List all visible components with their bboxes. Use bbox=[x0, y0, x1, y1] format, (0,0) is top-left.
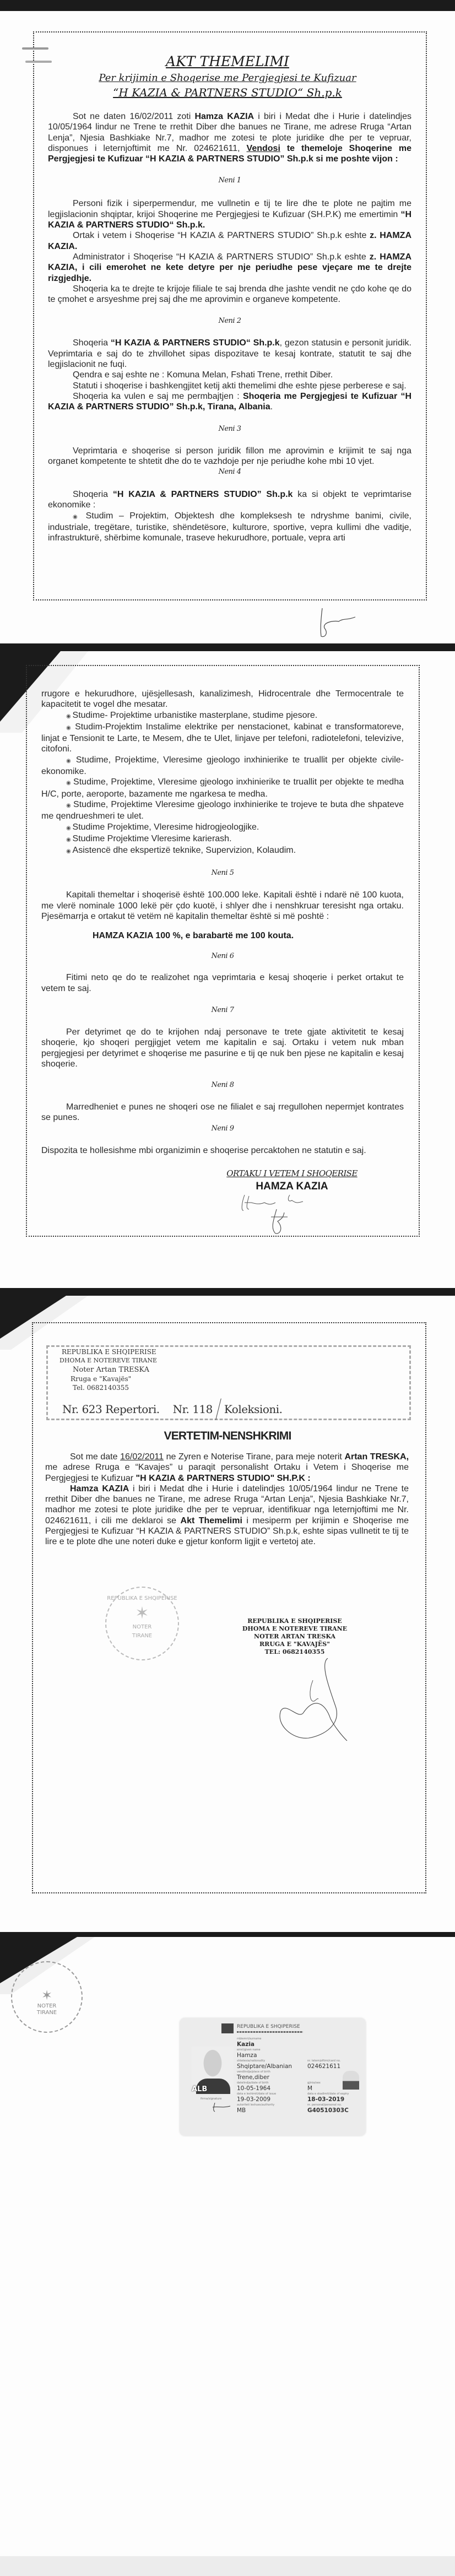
activity-bullet-item bbox=[41, 834, 404, 845]
expiry-date-value: 18-03-2019 bbox=[307, 2096, 345, 2103]
staple-icon bbox=[22, 47, 48, 50]
bullet-text: Studime Projektime Vleresime karierash. bbox=[72, 834, 232, 843]
date-of-birth-value: 10-05-1964 bbox=[237, 2085, 271, 2092]
seal-text: NOTER bbox=[132, 1624, 152, 1630]
bullet-text: Studime, Projektime, Vleresime gjeologo inxhinierike te truallit per objekte te medha H/C, porte, aeroporte, bazamente me ngarkesa te medha. bbox=[41, 777, 404, 799]
article-3-paragraph bbox=[48, 446, 411, 467]
activity-bullet-item bbox=[41, 799, 404, 822]
page-3-body bbox=[45, 1452, 409, 1547]
stamp-line: DHOMA E NOTEREVE TIRANE bbox=[242, 1625, 348, 1632]
text-run: i mesiperm per krijimin e Shoqerise me Pergjegjesi te Kufizuar “H KAZIA & PARTNERS STUDIO” Sh.p.k, eshte sipas vullnetit te tij te lire e te plote dhe une noteri duke e gjetur konform ligjit e vertetoj ate. bbox=[45, 1516, 409, 1547]
bold-text-run: Hamza KAZIA bbox=[194, 112, 254, 121]
notary-round-seal-partial bbox=[11, 1961, 83, 2033]
text-run: ne Zyren e Noterise Tirane, para meje noterit bbox=[164, 1452, 345, 1462]
text-run: Qendra e saj eshte ne : Komuna Melan, Fshati Trene, rrethit Diber. bbox=[73, 370, 333, 380]
authority-value: MB bbox=[237, 2107, 246, 2114]
activity-bullet-item bbox=[41, 822, 404, 834]
signature-initials bbox=[317, 606, 361, 639]
text-run: Veprimtaria e shoqerise si person juridik fillon me aprovimin e krijimit te saj nga organet kompetente te shtetit dhe do te vazhdoje per nje periudhe kohe mbi 10 vjet. bbox=[48, 446, 411, 466]
activity-bullet-item bbox=[41, 710, 404, 722]
activity-bullet-item bbox=[41, 722, 404, 755]
bold-text-run: “H KAZIA & PARTNERS STUDIO“ Sh.p.k. bbox=[48, 209, 411, 230]
notary-stamp-line: Noter Artan TRESKA bbox=[73, 1366, 149, 1374]
text-run: Kapitali themeltar i shoqerisë është 100.000 leke. Kapitali është i ndarë në 100 kuota, me vlerë nominale 1000 lekë për çdo kuotë, i shlyer dhe i nenshkruar teresisht nga ortaku. Pjesëmarrja e ortakut të vetëm në kapitalin themeltar është si më poshtë : bbox=[41, 890, 404, 922]
text-run: ka si objekt te veprimtarise ekonomike : bbox=[48, 490, 412, 510]
handwritten-slash bbox=[215, 1398, 221, 1420]
bullet-icon: ◉ bbox=[66, 780, 74, 787]
activity-bullet-item bbox=[41, 845, 404, 857]
article-heading: Neni 9 bbox=[211, 1124, 234, 1133]
intro-paragraph bbox=[48, 111, 411, 164]
seal-text: TIRANE bbox=[36, 2010, 57, 2016]
activity-bullet-continuation bbox=[41, 689, 404, 710]
ghost-photo bbox=[343, 2071, 359, 2090]
field-label: autoriteti leshues/authority bbox=[237, 2103, 275, 2107]
text-run: Statuti i shoqerise i bashkengjitet ketij akti themelimi dhe eshte pjese perberese e saj. bbox=[73, 381, 407, 391]
bullet-text: Asistencë dhe ekspertizë teknike, Supervizion, Kolaudim. bbox=[72, 846, 296, 856]
text-run: . bbox=[270, 402, 273, 412]
notary-stamp-line: REPUBLIKA E SHQIPERISE bbox=[62, 1348, 156, 1356]
text-run: Ortak i vetem i Shoqerise “H KAZIA & PARTNERS STUDIO” Sh.p.k eshte bbox=[73, 231, 370, 241]
sex-value: M bbox=[307, 2085, 313, 2092]
place-of-birth-value: Trene,diber bbox=[237, 2074, 269, 2081]
attestation-paragraph bbox=[45, 1484, 409, 1547]
text-run: Shoqeria ka vulen e saj me permbajtjen : bbox=[73, 391, 243, 401]
article-8-paragraph bbox=[41, 1102, 404, 1123]
page-bottom-shadow bbox=[0, 2556, 455, 2576]
seal-text: TIRANE bbox=[132, 1633, 153, 1639]
bullet-icon: ◉ bbox=[66, 724, 75, 731]
bullet-text: Studim-Projektim Instalime elektrike per nenstacionet, kabinat e transformatoreve, linjat e Tensionit te Larte, te Mesem, dhe te Ulet, linjave per telefoni, radiotelefoni, televizive, citofoni. bbox=[41, 722, 404, 754]
article-1-paragraph bbox=[48, 252, 411, 284]
bold-text-run: “H KAZIA & PARTNERS STUDIO” Sh.p.k bbox=[112, 490, 293, 500]
nationality-value: Shqiptare/Albanian bbox=[237, 2063, 292, 2070]
surname-value: Kazia bbox=[237, 2041, 255, 2048]
text-run: Sot me date bbox=[70, 1452, 121, 1462]
bold-text-run: "H KAZIA & PARTNERS STUDIO" SH.P.K : bbox=[136, 1473, 311, 1483]
bullet-icon: ◉ bbox=[66, 713, 73, 719]
bold-text-run: z. HAMZA KAZIA, i cili emerohet ne kete detyre per nje periudhe pese vjeçare me te drejte rizgjedhje. bbox=[48, 252, 412, 283]
register-numbers bbox=[62, 1398, 283, 1420]
field-label: data e skadimit/date of expiry bbox=[307, 2092, 349, 2096]
stamp-line: TEL: 0682140355 bbox=[264, 1648, 325, 1655]
personal-number-value: G40510303C bbox=[307, 2107, 349, 2114]
text-run: Administrator i Shoqerise “H KAZIA & PARTNERS STUDIO” Sh.p.k eshte bbox=[73, 252, 370, 262]
page-1-body bbox=[48, 111, 411, 544]
field-label: emri/given name bbox=[237, 2048, 261, 2052]
bullet-text: Studime, Projektime, Vleresime gjeologo inxhinierike te truallit per objekte civile-ekonomike. bbox=[41, 755, 404, 777]
bullet-text bbox=[48, 511, 411, 543]
article-9-paragraph bbox=[41, 1145, 404, 1156]
stamp-line: REPUBLIKA E SHQIPERISE bbox=[247, 1617, 342, 1625]
bold-text-run: Vendosi bbox=[246, 143, 280, 153]
bold-text-run: “H KAZIA & PARTNERS STUDIO“ Sh.p.k bbox=[110, 338, 280, 348]
article-heading: Neni 8 bbox=[211, 1081, 234, 1090]
attestation-paragraph bbox=[45, 1452, 409, 1484]
field-label: datelindja/date of birth bbox=[237, 2081, 269, 2085]
bold-text-run: Hamza KAZIA bbox=[70, 1484, 129, 1493]
company-name-heading: “H KAZIA & PARTNERS STUDIO“ Sh.p.k bbox=[113, 86, 342, 99]
given-name-value: Hamza bbox=[237, 2052, 257, 2059]
text-run: Personi fizik i siperpermendur, me vullnetin e tij te lire dhe te plote ne pajtim me legjislacionin shqiptar, krijoi Shoqerine me Pergjegjesi te Kufizuar (SH.P.K) me emertimin bbox=[48, 199, 411, 219]
card-number-value: 024621611 bbox=[307, 2063, 341, 2070]
bold-text-run: z. HAMZA KAZIA. bbox=[48, 231, 412, 251]
text-run: 16/02/2011 bbox=[120, 1452, 164, 1462]
field-label: shtetesia/nationality bbox=[237, 2059, 266, 2063]
document-subtitle: Per krijimin e Shoqerise me Pergjegjesi te Kufizuar bbox=[99, 72, 356, 84]
bullet-icon: ◉ bbox=[73, 513, 86, 520]
country-badge: ALB bbox=[192, 2085, 208, 2093]
activity-bullet-item bbox=[48, 511, 411, 544]
id-card-image bbox=[180, 2018, 366, 2136]
bold-text-run: Artan TRESKA, bbox=[344, 1452, 409, 1462]
activity-bullet-list bbox=[41, 710, 404, 857]
article-heading: Neni 4 bbox=[218, 468, 241, 477]
bullet-icon: ◉ bbox=[66, 802, 74, 809]
handwritten-signature bbox=[237, 1193, 325, 1237]
text-run: Dispozita te hollesishme mbi organizimin e shoqerise percaktohen ne statutin e saj. bbox=[41, 1145, 366, 1155]
field-label: data e leshimit/date of issue bbox=[237, 2092, 277, 2096]
bullet-icon: ◉ bbox=[66, 757, 76, 764]
seal-text: NOTER bbox=[37, 2003, 57, 2009]
article-7-paragraph bbox=[41, 1027, 404, 1069]
koleksioni-label: Koleksioni. bbox=[224, 1403, 283, 1416]
article-heading: Neni 1 bbox=[218, 176, 241, 185]
article-2-paragraph bbox=[48, 381, 411, 391]
activity-bullet-item bbox=[41, 777, 404, 799]
notary-stamp-line: Rruga e "Kavajës" bbox=[71, 1375, 132, 1383]
flag-icon bbox=[221, 2023, 234, 2033]
seal-text: REPUBLIKA E SHQIPERISE bbox=[107, 1595, 177, 1601]
text-run: i biri i Medat dhe i Hurie i datelindjes 10/05/1964 lindur ne Trene te rrethit Diber dhe banues ne Tirane, me adrese Rruga “Artan Lenja”, Njesia Bashkiake Nr.7, madhor me zotesi te plote juridike dhe per te vepruar, identifikuar nga leternjoftimi me Nr. 024621611, i cili me deklaroi se bbox=[45, 1484, 409, 1525]
eagle-emblem-icon: ✶ bbox=[135, 1604, 149, 1623]
signer-name: HAMZA KAZIA bbox=[256, 1181, 328, 1193]
text-run: rrugore e hekurudhore, ujësjellesash, kanalizimesh, Hidrocentrale dhe Termocentrale te kapacitetit te vogel dhe mesatar. bbox=[41, 689, 404, 710]
bold-text-run: Shoqeria me Pergjegjesi te Kufizuar “H KAZIA & PARTNERS STUDIO” Sh.p.k, Tirana, Albania bbox=[48, 391, 411, 412]
text-run: Studim – Projektim, Objektesh dhe kompleksesh te ndryshme banimi, civile, industriale, tregëtare, turistike, shëndetësore, kulturore, sportive, vepra kullimi dhe vaditje, infrastrukturë, shërbime komunale, traseve hekurudhore, portuale, vepra arti bbox=[48, 511, 411, 543]
article-heading: Neni 5 bbox=[211, 869, 234, 878]
bullet-icon: ◉ bbox=[66, 836, 73, 843]
article-2-paragraph bbox=[48, 338, 411, 370]
notary-round-seal bbox=[105, 1587, 179, 1660]
field-label: gjinia/sex bbox=[307, 2081, 321, 2085]
text-run: Shoqeria bbox=[73, 490, 113, 500]
bullet-icon: ◉ bbox=[66, 848, 73, 855]
bullet-text: Studime, Projektime Vleresime gjeologo inxhinierike te trojeve te buta dhe shpateve me qendrueshmeri te ulet. bbox=[41, 799, 404, 821]
article-5-paragraph bbox=[41, 890, 404, 922]
field-label: nr. personal/personal no. bbox=[307, 2103, 342, 2107]
field-label: mbiemri/surname bbox=[237, 2037, 262, 2041]
id-card-header: REPUBLIKA E SHQIPERISE bbox=[237, 2024, 300, 2030]
stamp-line: RRUGA E "KAVAJËS" bbox=[259, 1641, 330, 1648]
article-heading: Neni 2 bbox=[218, 317, 241, 326]
article-1-paragraph bbox=[48, 284, 411, 305]
eagle-emblem-icon: ✶ bbox=[41, 1988, 53, 2003]
text-run: , gezon statusin e personit juridik. Veprimtaria e saj do te zhvillohet sipas dispozitave te kesaj kontrate, statutit te saj dhe legjislacionit ne fuqi. bbox=[48, 338, 411, 370]
notary-signature bbox=[264, 1658, 353, 1741]
text-run: i biri i Medat dhe i Hurie i datelindjes 10/05/1964 lindur ne Trene te rrethit Diber dhe banues ne Tirane, me adrese Rruga “Artan Lenja”, Njesia Bashkiake Nr.7, madhor me zotesi te plote juridike dhe per te vepruar, disponues i leternjoftimit me Nr. 024621611, bbox=[48, 112, 411, 153]
document-title: AKT THEMELIMI bbox=[166, 53, 289, 69]
activity-bullet-item bbox=[41, 755, 404, 777]
holder-signature bbox=[212, 2102, 231, 2113]
text-run: Shoqeria ka te drejte te krijoje filiale te saj brenda dhe jashte vendit ne çdo kohe qe do te çmohet e arsyeshme prej saj dhe me aprovimin e organeve kompetente. bbox=[48, 284, 411, 305]
text-run: Sot ne daten 16/02/2011 zoti bbox=[73, 112, 195, 121]
bullet-text: Studime- Projektime urbanistike masterplane, studime pjesore. bbox=[72, 710, 318, 720]
field-label: vendlindja/place of birth bbox=[237, 2070, 270, 2074]
article-1-paragraph bbox=[48, 230, 411, 252]
header-underline bbox=[237, 2031, 303, 2033]
notary-stamp-line: Tel. 0682140355 bbox=[73, 1384, 129, 1392]
article-2-paragraph bbox=[48, 391, 411, 413]
article-1-paragraph bbox=[48, 198, 411, 230]
article-2-paragraph bbox=[48, 370, 411, 380]
bold-text-run: te themeloje Shoqerine me Pergjegjesi te Kufizuar “H KAZIA & PARTNERS STUDIO” Sh.p.k si me poshte vijon : bbox=[48, 143, 412, 164]
attestation-title: VERTETIM-NENSHKRIMI bbox=[164, 1430, 291, 1442]
text-run: Shoqeria bbox=[73, 338, 111, 348]
article-heading: Neni 6 bbox=[211, 952, 234, 961]
bullet-icon: ◉ bbox=[66, 825, 73, 831]
date-of-issue-value: 19-03-2009 bbox=[237, 2096, 271, 2103]
text-run: Fitimi neto qe do te realizohet nga veprimtaria e kesaj shoqerie i perket ortakut te vetem te saj. bbox=[41, 973, 404, 993]
stamp-line: NOTER ARTAN TRESKA bbox=[254, 1633, 335, 1640]
field-label: firma/signature bbox=[201, 2097, 222, 2101]
bullet-text: Studime Projektime, Vleresime hidrogjeologjike. bbox=[72, 822, 259, 832]
article-heading: Neni 3 bbox=[218, 424, 241, 433]
bold-text-run: Akt Themelimi bbox=[180, 1516, 242, 1525]
notary-stamp-line: DHOMA E NOTEREVE TIRANE bbox=[59, 1357, 158, 1364]
page-2-body bbox=[41, 689, 404, 1237]
repertori-number: Nr. 623 Repertori. bbox=[62, 1403, 160, 1416]
article-6-paragraph bbox=[41, 972, 404, 994]
capital-share-line: HAMZA KAZIA 100 %, e barabartë me 100 kouta. bbox=[93, 931, 294, 941]
article-4-paragraph bbox=[48, 489, 411, 511]
koleksioni-number: Nr. 118 bbox=[172, 1403, 213, 1416]
text-run: Marredheniet e punes ne shoqeri ose ne filialet e saj rregullohen nepermjet kontrates se punes. bbox=[41, 1102, 404, 1123]
text-run: me adrese Rruga e “Kavajes” u paraqit personalisht Ortaku i Vetem i Shoqerise me Pergjegjesi te Kufizuar bbox=[45, 1463, 409, 1483]
signer-title: ORTAKU I VETEM I SHOQERISE bbox=[226, 1168, 358, 1179]
text-run: Per detyrimet qe do te krijohen ndaj personave te trete gjate aktivitetit te kesaj shoqerie, kjo shoqeri pergjigjet vetem me kapitalin e saj. Ortaku i vetem nuk mban pergjegjesi per detyrimet e shoqerise me pasurine e tij qe nuk ben pjese ne kapitalin e kesaj shoqerie. bbox=[41, 1027, 404, 1069]
field-label: nr. leternjoftimi/card no. bbox=[307, 2059, 341, 2063]
article-heading: Neni 7 bbox=[211, 1005, 234, 1014]
